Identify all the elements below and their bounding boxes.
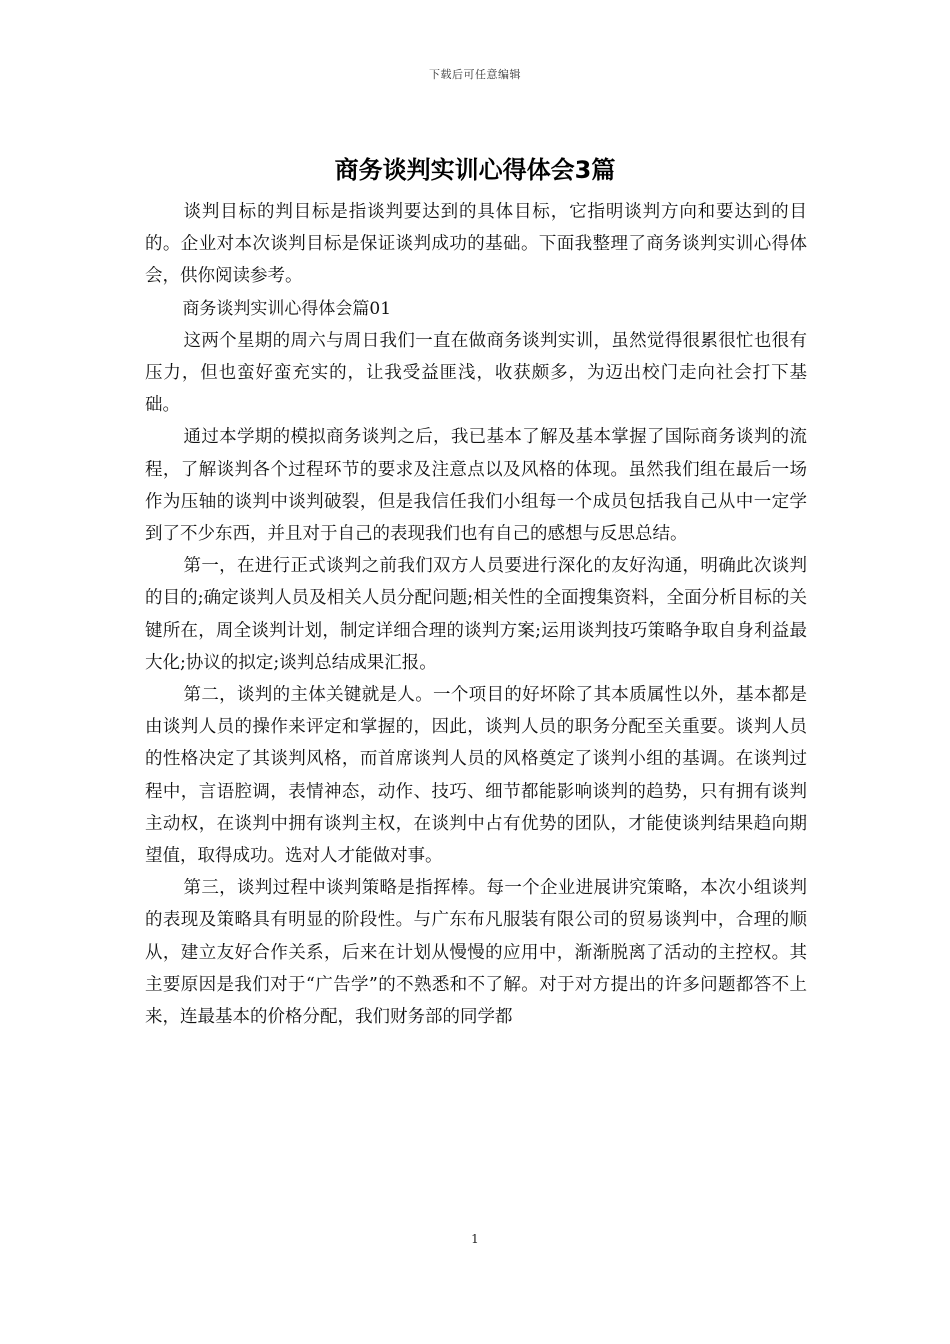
body-paragraph: 第一，在进行正式谈判之前我们双方人员要进行深化的友好沟通，明确此次谈判的目的;确定谈判人员及相关人员分配问题;相关性的全面搜集资料，全面分析目标的关键所在，周全谈判计划，制定详细合理的谈判方案;运用谈判技巧策略争取自身利益最大化;协议的拟定;谈判总结成果汇报。 <box>145 556 807 673</box>
document-body <box>145 196 807 1033</box>
body-paragraph: 第三，谈判过程中谈判策略是指挥棒。每一个企业进展讲究策略，本次小组谈判的表现及策略具有明显的阶段性。与广东布凡服装有限公司的贸易谈判中，合理的顺从，建立友好合作关系，后来在计划从慢慢的应用中，渐渐脱离了活动的主控权。其主要原因是我们对于“广告学”的不熟悉和不了解。对于对方提出的许多问题都答不上来，连最基本的价格分配，我们财务部的同学都 <box>145 878 807 1028</box>
section-heading: 商务谈判实训心得体会篇01 <box>182 298 392 319</box>
intro-paragraph: 谈判目标的判目标是指谈判要达到的具体目标，它指明谈判方向和要达到的目的。企业对本次谈判目标是保证谈判成功的基础。下面我整理了商务谈判实训心得体会，供你阅读参考。 <box>145 202 807 287</box>
page-number: 1 <box>471 1232 479 1246</box>
body-paragraph: 这两个星期的周六与周日我们一直在做商务谈判实训，虽然觉得很累很忙也很有压力，但也蛮好蛮充实的，让我受益匪浅，收获颇多，为迈出校门走向社会打下基础。 <box>145 330 807 416</box>
page-header-note: 下载后可任意编辑 <box>429 68 521 81</box>
document-title: 商务谈判实训心得体会3篇 <box>334 156 616 184</box>
body-paragraph: 第二，谈判的主体关键就是人。一个项目的好坏除了其本质属性以外，基本都是由谈判人员的操作来评定和掌握的，因此，谈判人员的职务分配至关重要。谈判人员的性格决定了其谈判风格，而首席谈判人员的风格奠定了谈判小组的基调。在谈判过程中，言语腔调，表情神态，动作、技巧、细节都能影响谈判的趋势，只有拥有谈判主动权，在谈判中拥有谈判主权，在谈判中占有优势的团队，才能使谈判结果趋向期望值，取得成功。选对人才能做对事。 <box>145 685 807 867</box>
body-paragraph: 通过本学期的模拟商务谈判之后，我已基本了解及基本掌握了国际商务谈判的流程，了解谈判各个过程环节的要求及注意点以及风格的体现。虽然我们组在最后一场作为压轴的谈判中谈判破裂，但是我信任我们小组每一个成员包括我自己从中一定学到了不少东西，并且对于自己的表现我们也有自己的感想与反思总结。 <box>145 427 807 545</box>
